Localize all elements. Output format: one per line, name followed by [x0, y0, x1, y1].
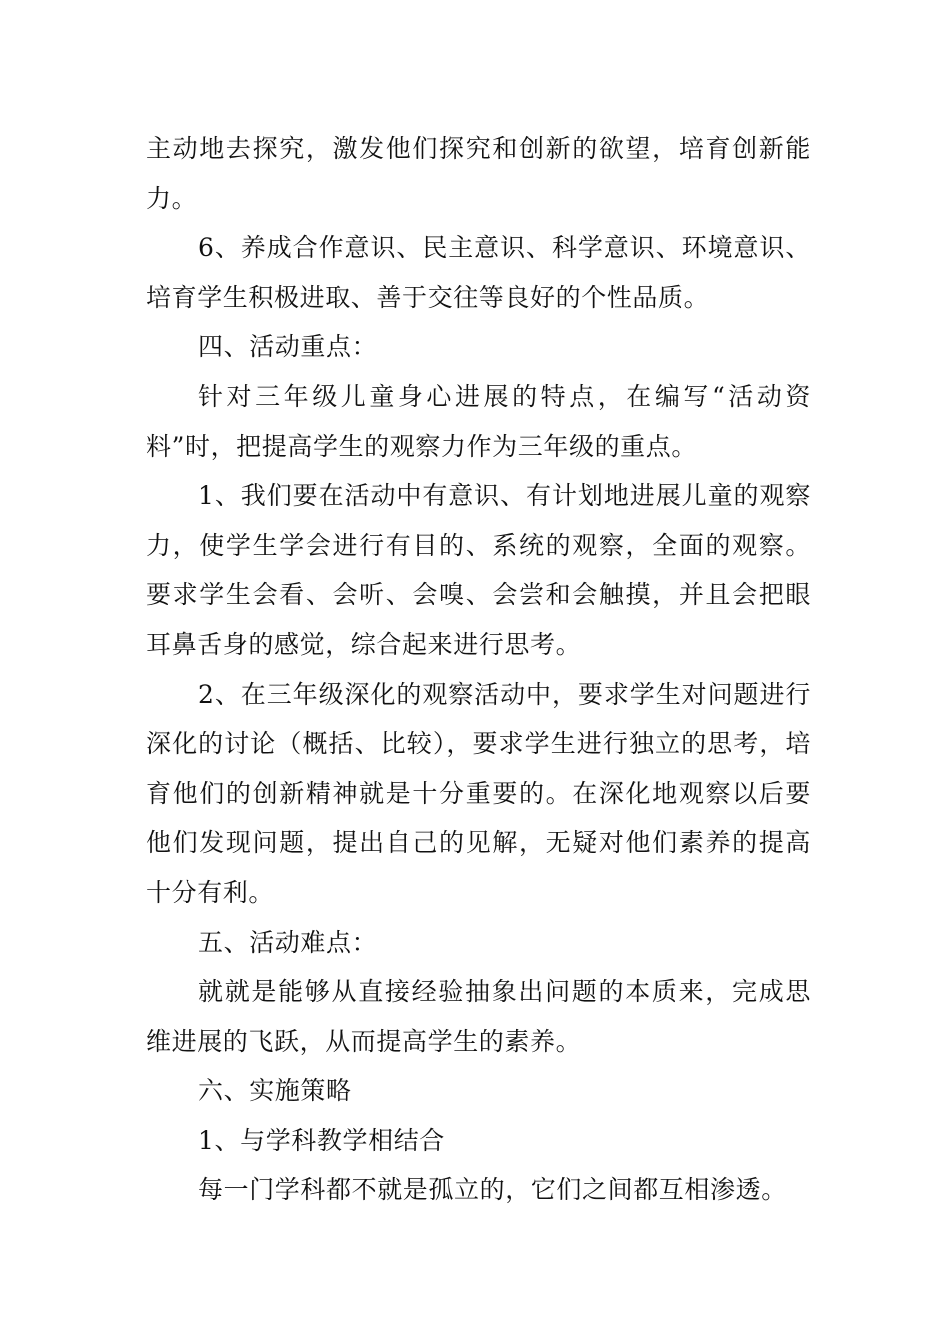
- paragraph-focus-intro: 针对三年级儿童身心进展的特点，在编写“活动资料”时，把提高学生的观察力作为三年级的重点。: [146, 381, 811, 461]
- paragraph-focus-1: 1、我们要在活动中有意识、有计划地进展儿童的观察力，使学生学会进行有目的、系统的观察，全面的观察。要求学生会看、会听、会嗅、会尝和会触摸，并且会把眼耳鼻舌身的感觉，综合起来进行思考。: [146, 481, 811, 659]
- paragraph-item-6: 6、养成合作意识、民主意识、科学意识、环境意识、培育学生积极进取、善于交往等良好的个性品质。: [146, 233, 811, 312]
- paragraph-strategy-1: 每一门学科都不就是孤立的，它们之间都互相渗透。: [198, 1175, 787, 1205]
- section-heading-6: 六、实施策略: [198, 1076, 352, 1106]
- subheading-strategy-1: 1、与学科教学相结合: [198, 1125, 445, 1155]
- section-heading-5: 五、活动难点：: [198, 927, 378, 957]
- section-heading-4: 四、活动重点：: [198, 332, 378, 362]
- document-body: [146, 124, 811, 1215]
- paragraph-difficulty: 就就是能够从直接经验抽象出问题的本质来，完成思维进展的飞跃，从而提高学生的素养。: [146, 977, 811, 1056]
- paragraph-focus-2: 2、在三年级深化的观察活动中，要求学生对问题进行深化的讨论（概括、比较），要求学生进行独立的思考，培育他们的创新精神就是十分重要的。在深化地观察以后要他们发现问题，提出自己的见解，无疑对他们素养的提高十分有利。: [146, 679, 811, 907]
- paragraph-continuation: 主动地去探究，激发他们探究和创新的欲望，培育创新能力。: [146, 134, 811, 213]
